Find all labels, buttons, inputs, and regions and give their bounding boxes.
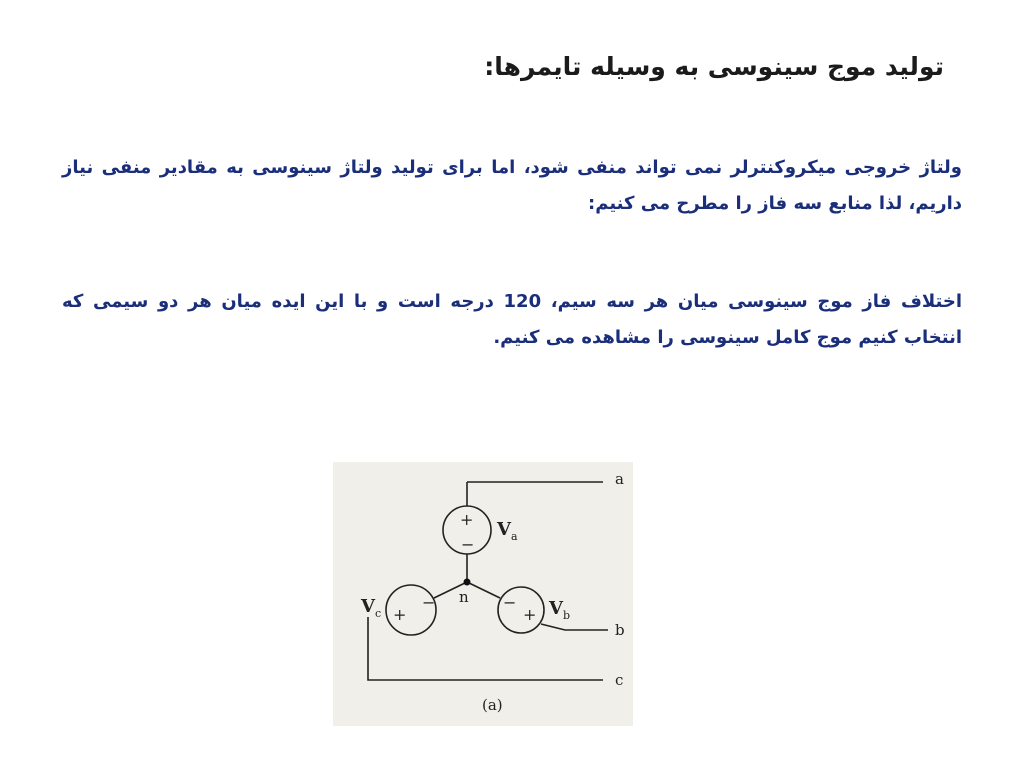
wire-node-to-b (467, 582, 500, 598)
terminal-c-label: c (615, 671, 624, 689)
paragraph-2: اختلاف فاز موج سینوسی میان هر سه سیم، 120 درجه است و با این ایده میان هر دو سیمی که انتخاب کنیم موج کامل سینوسی را مشاهده می کنیم. (62, 291, 963, 348)
source-b-label: $V_b$ (549, 598, 571, 622)
wire-b (541, 624, 608, 630)
figure-caption: (a) (482, 696, 503, 714)
source-c-minus: − (422, 593, 436, 612)
slide-title: تولید موج سینوسی به وسیله تایمرها: (484, 52, 944, 81)
terminal-b-label: b (615, 621, 625, 639)
neutral-node-label: n (459, 588, 469, 606)
terminal-a-label: a (615, 470, 624, 488)
source-c-plus: + (393, 605, 407, 624)
source-b-minus: − (503, 593, 517, 612)
neutral-node-dot (464, 579, 471, 586)
source-c-label: $V_c$ (361, 596, 382, 620)
source-b-plus: + (523, 605, 537, 624)
source-a-minus: − (461, 535, 475, 554)
source-a-plus: + (460, 510, 474, 529)
paragraph-1: ولتاژ خروجی میکروکنترلر نمی تواند منفی شود، اما برای تولید ولتاژ سینوسی به مقادیر منفی نیاز داریم، لذا منابع سه فاز را مطرح می کنیم: (62, 157, 962, 214)
three-phase-wye-diagram (333, 462, 633, 726)
source-a-label: $V_a$ (497, 519, 518, 543)
